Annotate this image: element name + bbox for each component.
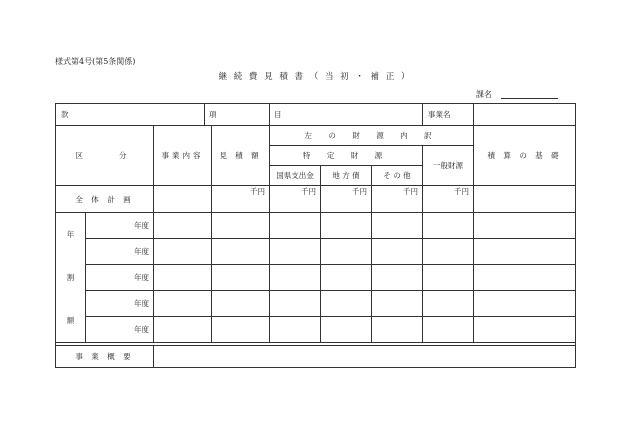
other-cell[interactable] — [372, 265, 423, 291]
general-cell[interactable] — [423, 317, 474, 343]
annual-row — [56, 213, 576, 239]
national-pref-header: 国県支出金 — [270, 166, 321, 186]
annual-row — [56, 291, 576, 317]
category-header: 区 分 — [56, 126, 154, 186]
amount-cell[interactable] — [212, 239, 270, 265]
annual-row — [56, 239, 576, 265]
unit-label: 千円 — [270, 186, 321, 213]
bond-cell[interactable] — [321, 213, 372, 239]
local-bond-header: 地 方 債 — [321, 166, 372, 186]
content-cell[interactable] — [154, 265, 212, 291]
national-cell[interactable] — [270, 213, 321, 239]
content-cell[interactable] — [154, 291, 212, 317]
year-label: 年度 — [86, 265, 154, 291]
overall-plan-row — [56, 186, 576, 213]
general-cell[interactable] — [423, 265, 474, 291]
project-summary-row — [56, 346, 576, 368]
other-cell[interactable] — [372, 317, 423, 343]
form-number: 様式第4号(第5条関係) — [55, 57, 136, 66]
department-field[interactable] — [501, 98, 558, 99]
annual-char: 額 — [66, 315, 75, 325]
amount-cell[interactable] — [212, 213, 270, 239]
classification-row — [56, 104, 576, 126]
other-cell[interactable] — [372, 213, 423, 239]
basis-cell[interactable] — [474, 317, 576, 343]
content-cell[interactable] — [154, 213, 212, 239]
estimate-amount-header: 見 積 額 — [212, 126, 270, 186]
year-label: 年度 — [86, 239, 154, 265]
general-funding-header: 一般財源 — [423, 146, 474, 186]
other-cell[interactable] — [372, 291, 423, 317]
year-label: 年度 — [86, 291, 154, 317]
unit-label: 千円 — [423, 186, 474, 213]
moku-label: 目 — [274, 110, 282, 119]
overall-content-cell[interactable] — [154, 186, 212, 213]
project-summary-field[interactable] — [154, 346, 576, 368]
overall-plan-label: 全 体 計 画 — [56, 186, 154, 213]
funding-breakdown-header: 左 の 財 源 内 訳 — [270, 126, 474, 146]
annual-amount-label — [56, 213, 86, 343]
general-cell[interactable] — [423, 239, 474, 265]
header-row-1 — [56, 126, 576, 146]
business-content-header: 事業内容 — [154, 126, 212, 186]
basis-cell[interactable] — [474, 239, 576, 265]
unit-label: 千円 — [212, 186, 270, 213]
amount-cell[interactable] — [212, 317, 270, 343]
national-cell[interactable] — [270, 291, 321, 317]
general-cell[interactable] — [423, 291, 474, 317]
annual-char: 年 — [66, 230, 75, 240]
annual-char: 割 — [66, 272, 75, 282]
basis-cell[interactable] — [474, 291, 576, 317]
bond-cell[interactable] — [321, 291, 372, 317]
national-cell[interactable] — [270, 265, 321, 291]
bond-cell[interactable] — [321, 239, 372, 265]
department-label: 課名 — [476, 90, 492, 99]
other-cell[interactable] — [372, 239, 423, 265]
calc-basis-header: 積 算 の 基 礎 — [474, 126, 576, 186]
national-cell[interactable] — [270, 239, 321, 265]
basis-cell[interactable] — [474, 213, 576, 239]
kan-label: 款 — [61, 110, 69, 119]
general-cell[interactable] — [423, 213, 474, 239]
content-cell[interactable] — [154, 239, 212, 265]
document-title: 継 続 費 見 積 書 （ 当 初 ・ 補 正 ） — [218, 72, 412, 82]
year-label: 年度 — [86, 213, 154, 239]
national-cell[interactable] — [270, 317, 321, 343]
annual-row — [56, 265, 576, 291]
unit-label: 千円 — [372, 186, 423, 213]
content-cell[interactable] — [154, 317, 212, 343]
amount-cell[interactable] — [212, 265, 270, 291]
overall-basis-cell[interactable] — [474, 186, 576, 213]
bond-cell[interactable] — [321, 265, 372, 291]
kou-label: 項 — [204, 104, 269, 125]
annual-row — [56, 317, 576, 343]
estimate-table — [55, 103, 576, 368]
specific-funding-header: 特 定 財 源 — [270, 146, 423, 166]
project-name-field[interactable] — [474, 104, 576, 126]
unit-label: 千円 — [321, 186, 372, 213]
year-label: 年度 — [86, 317, 154, 343]
project-name-label: 事業名 — [423, 104, 474, 126]
other-header: そ の 他 — [372, 166, 423, 186]
amount-cell[interactable] — [212, 291, 270, 317]
project-summary-label: 事 業 概 要 — [56, 346, 154, 368]
bond-cell[interactable] — [321, 317, 372, 343]
basis-cell[interactable] — [474, 265, 576, 291]
